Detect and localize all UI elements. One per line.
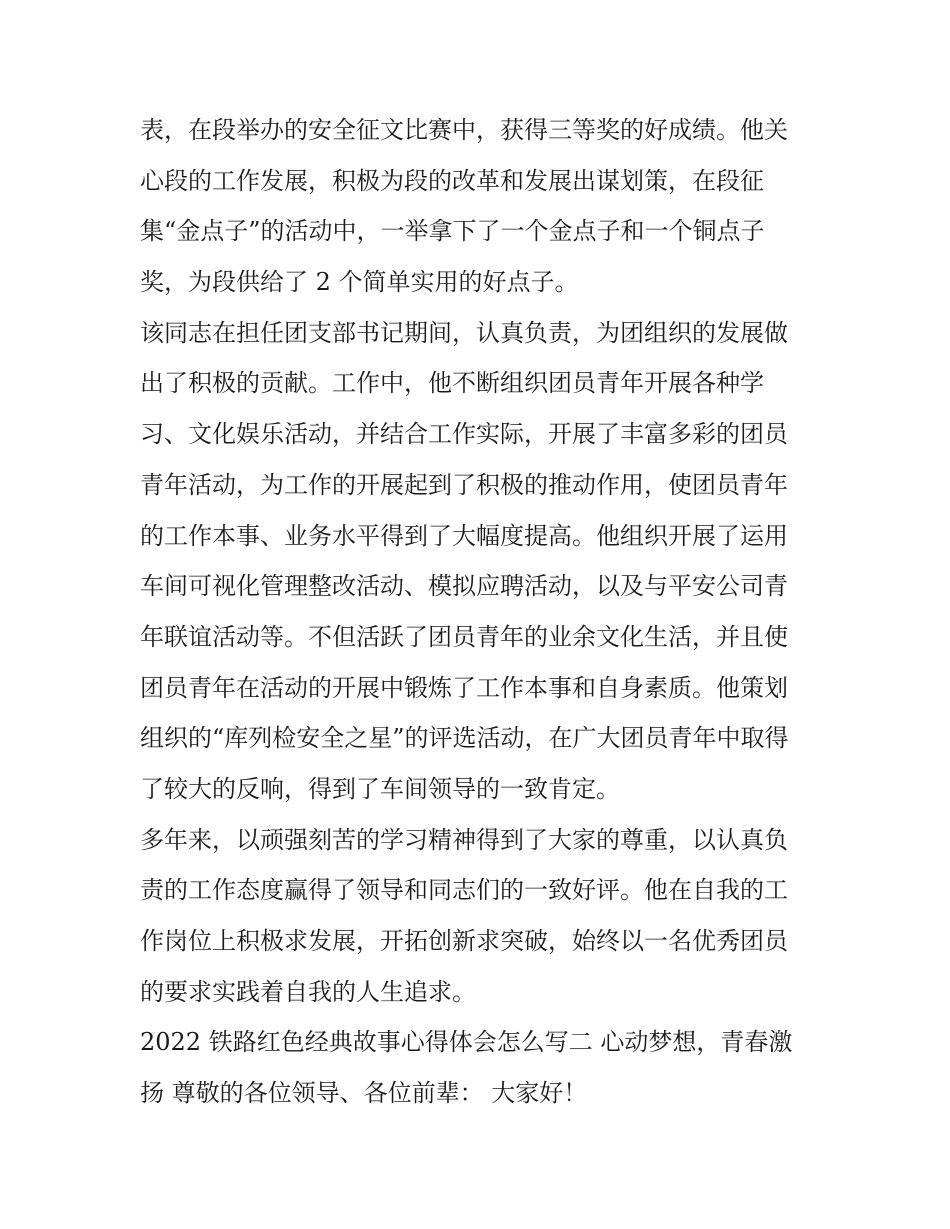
text-line: 表，在段举办的安全征文比赛中，获得三等奖的好成绩。他关 (140, 116, 788, 144)
text-line: 车间可视化管理整改活动、模拟应聘活动，以及与平安公司青 (140, 572, 788, 601)
text-line: 心段的工作发展，积极为段的改革和发展出谋划策，在段征 (140, 166, 764, 195)
text-line: 作岗位上积极求发展，开拓创新求突破，始终以一名优秀团员 (140, 927, 788, 955)
text-line: 出了积极的贡献。工作中，他不断组织团员青年开展各种学 (140, 369, 764, 398)
text-line: 习、文化娱乐活动，并结合工作实际，开展了丰富多彩的团员 (140, 420, 788, 449)
text-line: 2022 铁路红色经典故事心得体会怎么写二 心动梦想，青春激 (140, 1028, 793, 1057)
text-line: 多年来，以顽强刻苦的学习精神得到了大家的尊重，以认真负 (140, 825, 788, 854)
text-line: 了较大的反响，得到了车间领导的一致肯定。 (140, 774, 620, 803)
text-line: 青年活动，为工作的开展起到了积极的推动作用，使团员青年 (140, 470, 788, 499)
text-line: 的要求实践着自我的人生追求。 (140, 977, 476, 1006)
body-text (140, 105, 820, 1119)
text-line: 的工作本事、业务水平得到了大幅度提高。他组织开展了运用 (140, 521, 788, 550)
text-line: 集“金点子”的活动中，一举拿下了一个金点子和一个铜点子 (140, 217, 765, 246)
text-line: 扬 尊敬的各位领导、各位前辈： 大家好！ (140, 1079, 588, 1108)
text-line: 该同志在担任团支部书记期间，认真负责，为团组织的发展做 (140, 318, 788, 347)
text-line: 团员青年在活动的开展中锻炼了工作本事和自身素质。他策划 (140, 673, 788, 702)
text-line: 责的工作态度赢得了领导和同志们的一致好评。他在自我的工 (140, 876, 788, 905)
text-line: 组织的“库列检安全之星”的评选活动，在广大团员青年中取得 (140, 724, 789, 753)
text-line: 年联谊活动等。不但活跃了团员青年的业余文化生活，并且使 (140, 622, 788, 651)
text-line: 奖，为段供给了 2 个简单实用的好点子。 (140, 268, 579, 297)
